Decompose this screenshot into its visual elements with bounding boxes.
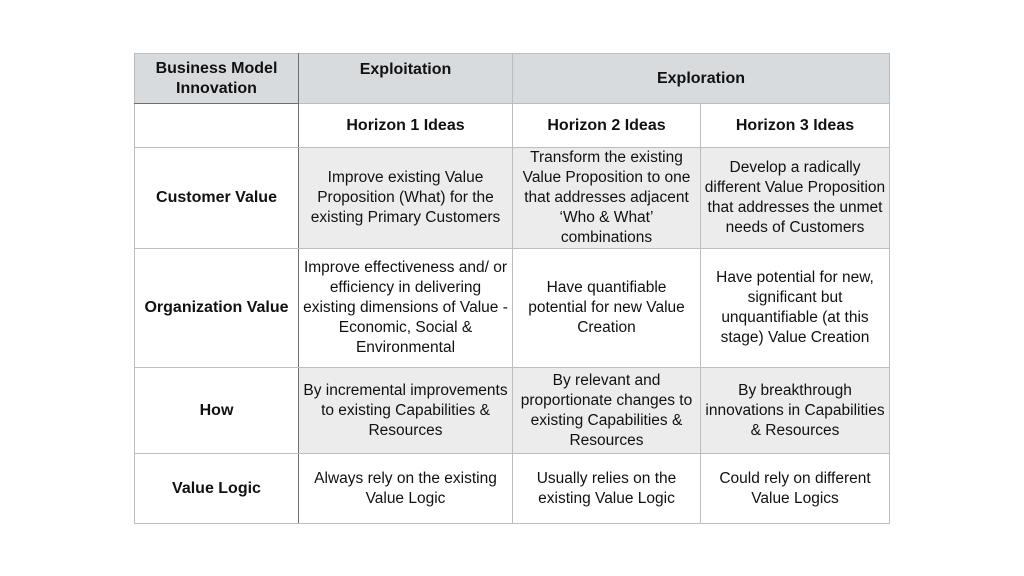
exploration-header: Exploration xyxy=(513,54,890,104)
table-cell: Usually relies on the existing Value Logic xyxy=(513,454,701,524)
table-row xyxy=(135,368,890,454)
table-cell: By incremental improvements to existing Capabilities & Resources xyxy=(299,368,513,454)
row-label-customer-value: Customer Value xyxy=(135,148,299,249)
table-cell: Develop a radically different Value Proposition that addresses the unmet needs of Customers xyxy=(701,148,890,249)
table-cell: By relevant and proportionate changes to existing Capabilities & Resources xyxy=(513,368,701,454)
exploitation-header: Exploitation xyxy=(299,54,513,104)
horizon-1-header: Horizon 1 Ideas xyxy=(299,104,513,148)
row-label-organization-value: Organization Value xyxy=(135,249,299,368)
table-row xyxy=(135,249,890,368)
corner-label: Business Model Innovation xyxy=(135,54,299,104)
table-row xyxy=(135,148,890,249)
table-cell: Could rely on different Value Logics xyxy=(701,454,890,524)
table-cell: Improve existing Value Proposition (What) for the existing Primary Customers xyxy=(299,148,513,249)
horizon-2-header: Horizon 2 Ideas xyxy=(513,104,701,148)
horizon-header-row xyxy=(135,104,890,148)
table-cell: Have potential for new, significant but unquantifiable (at this stage) Value Creation xyxy=(701,249,890,368)
business-model-innovation-table xyxy=(134,53,890,524)
table-cell: Have quantifiable potential for new Value Creation xyxy=(513,249,701,368)
table-cell: Always rely on the existing Value Logic xyxy=(299,454,513,524)
horizon-3-header: Horizon 3 Ideas xyxy=(701,104,890,148)
group-header-row xyxy=(135,54,890,104)
table-cell: By breakthrough innovations in Capabilities & Resources xyxy=(701,368,890,454)
empty-corner-cell xyxy=(135,104,299,148)
table-cell: Transform the existing Value Proposition to one that addresses adjacent ‘Who & What’ combinations xyxy=(513,148,701,249)
table-cell: Improve effectiveness and/ or efficiency in delivering existing dimensions of Value - Economic, Social & Environmental xyxy=(299,249,513,368)
row-label-how: How xyxy=(135,368,299,454)
row-label-value-logic: Value Logic xyxy=(135,454,299,524)
table-row xyxy=(135,454,890,524)
